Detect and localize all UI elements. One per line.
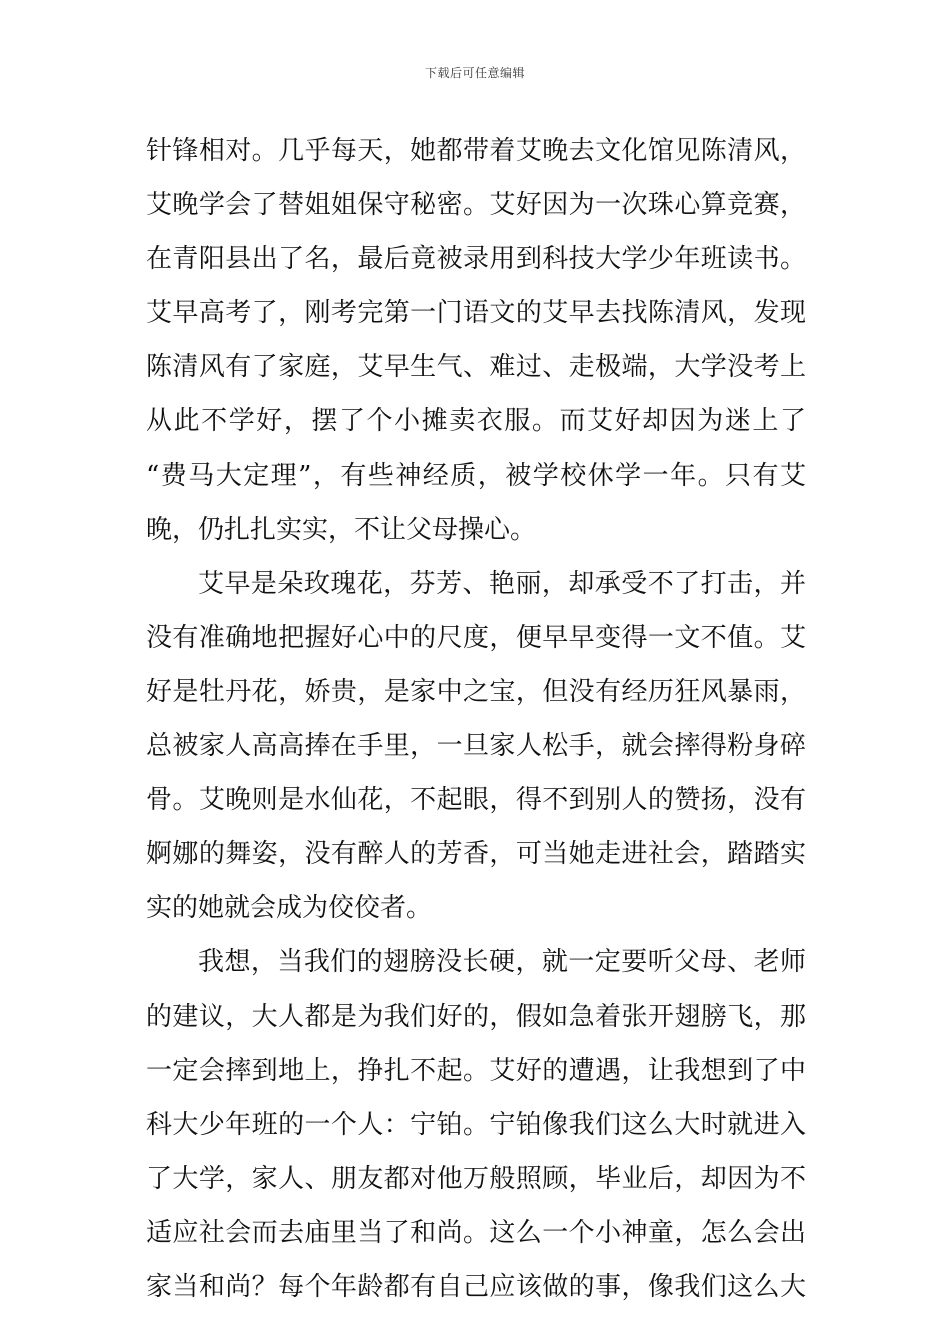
text-line: 我想，当我们的翅膀没长硬，就一定要听父母、老师	[198, 947, 806, 978]
text-line: 一定会摔到地上，挣扎不起。艾好的遭遇，让我想到了中	[146, 1055, 806, 1086]
text-line: 陈清风有了家庭，艾早生气、难过、走极端，大学没考上	[146, 352, 806, 383]
text-line: 艾晚学会了替姐姐保守秘密。艾好因为一次珠心算竞赛，	[146, 190, 806, 221]
text-line: 没有准确地把握好心中的尺度，便早早变得一文不值。艾	[146, 622, 806, 653]
text-line: 家当和尚？每个年龄都有自己应该做的事，像我们这么大	[146, 1271, 806, 1302]
text-line: “费马大定理”，有些神经质，被学校休学一年。只有艾	[146, 460, 806, 491]
text-line: 实的她就会成为佼佼者。	[146, 893, 433, 924]
text-line: 适应社会而去庙里当了和尚。这么一个小神童，怎么会出	[146, 1217, 806, 1248]
text-line: 了大学，家人、朋友都对他万般照顾，毕业后，却因为不	[146, 1163, 806, 1194]
text-line: 总被家人高高捧在手里，一旦家人松手，就会摔得粉身碎	[146, 731, 806, 762]
body-text	[146, 124, 806, 1314]
text-line: 在青阳县出了名，最后竟被录用到科技大学少年班读书。	[146, 244, 806, 275]
text-line: 好是牡丹花，娇贵，是家中之宝，但没有经历狂风暴雨，	[146, 676, 806, 707]
text-line: 艾早高考了，刚考完第一门语文的艾早去找陈清风，发现	[146, 298, 806, 329]
text-line: 的建议，大人都是为我们好的，假如急着张开翅膀飞，那	[146, 1001, 806, 1032]
text-line: 针锋相对。几乎每天，她都带着艾晚去文化馆见陈清风，	[146, 136, 806, 166]
text-line: 艾早是朵玫瑰花，芬芳、艳丽，却承受不了打击，并	[198, 568, 806, 599]
text-line: 婀娜的舞姿，没有醉人的芳香，可当她走进社会，踏踏实	[146, 839, 806, 870]
text-line: 晚，仍扎扎实实，不让父母操心。	[146, 514, 537, 545]
text-line: 科大少年班的一个人：宁铂。宁铂像我们这么大时就进入	[146, 1109, 806, 1140]
page-header: 下载后可任意编辑	[424, 66, 525, 80]
text-line: 骨。艾晚则是水仙花，不起眼，得不到别人的赞扬，没有	[146, 785, 806, 816]
text-line: 从此不学好，摆了个小摊卖衣服。而艾好却因为迷上了	[146, 406, 806, 437]
